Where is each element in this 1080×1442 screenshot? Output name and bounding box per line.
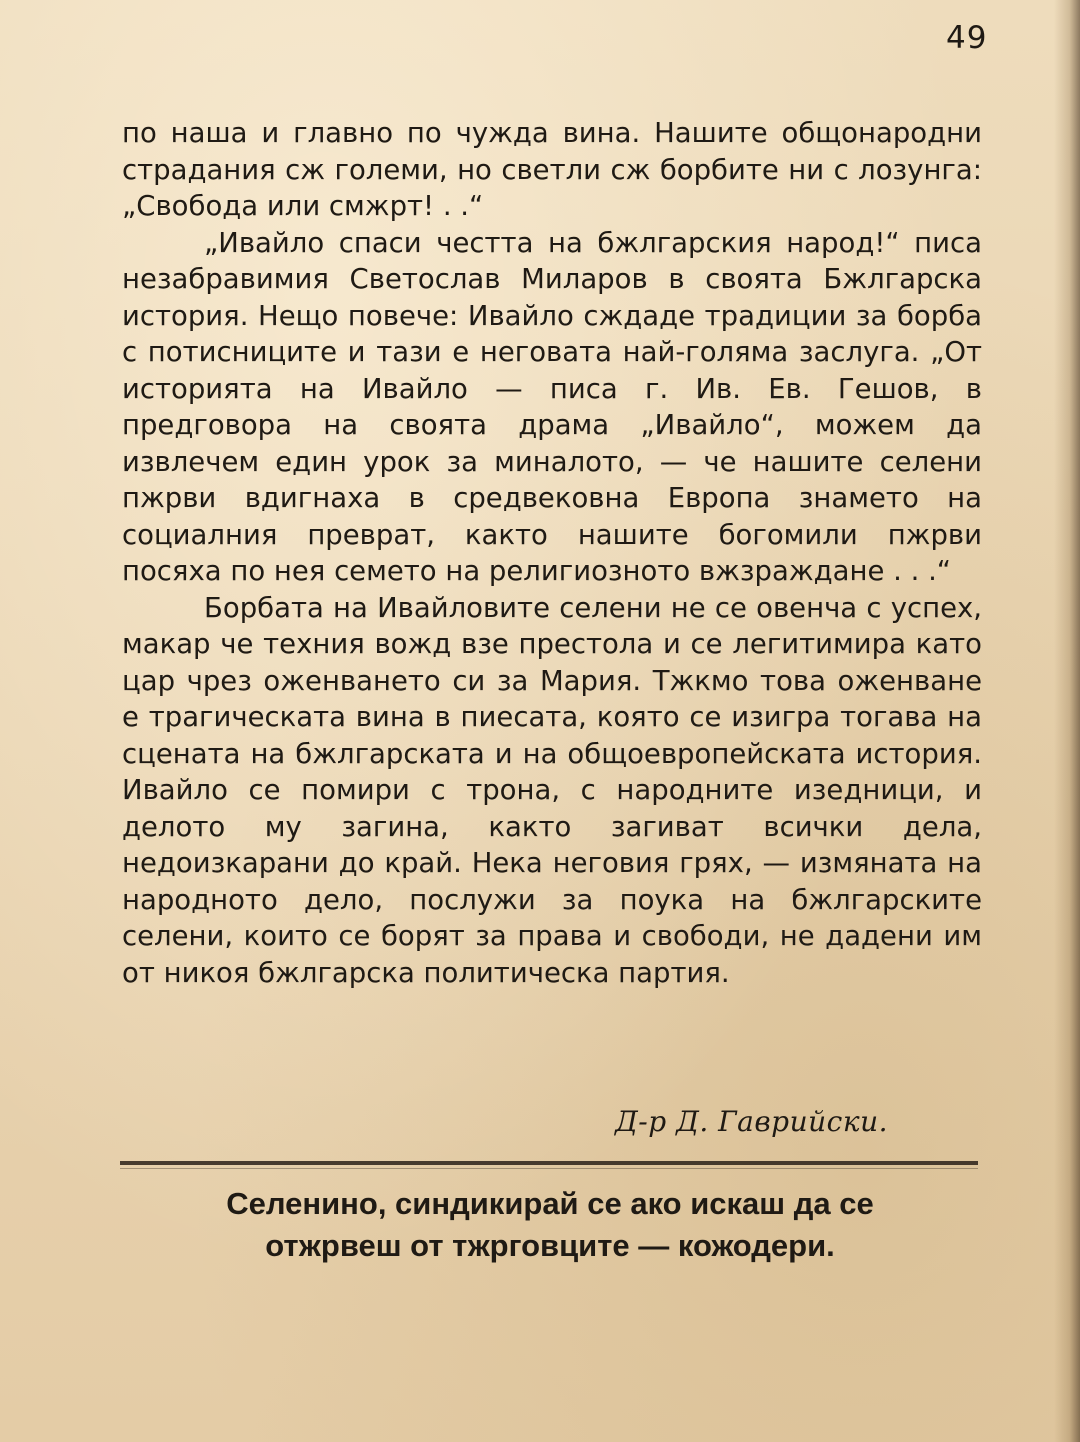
body-text — [122, 115, 982, 991]
author-signature: Д-р Д. Гаврийски. — [615, 1105, 888, 1138]
paragraph-3: Борбата на Ивайловите селени не се овенча с успех, макар че техния вожд взе престола и се легитимира като цар чрез оженването си за Мария. Тжкмо това оженване е трагическата вина в пиесата, която се изигра тогава на сцената на бжлгарската и на общоевропейската история. Ивайло се помири с трона, с народните изедници, и делото му загина, както загиват всички дела, недоизкарани до край. Нека неговия грях, — измяната на народното дело, послужи за поука на бжлгарските селени, които се борят за права и свободи, не дадени им от никоя бжлгарска политическа партия. — [122, 591, 982, 989]
paragraph-2: „Ивайло спаси честта на бжлгарския народ!“ писа незабравимия Светослав Миларов в своята Бжлгарска история. Нещо повече: Ивайло сждаде традиции за борба с потисниците и тази е неговата най-голяма заслуга. „От историята на Ивайло — писа г. Ив. Ев. Гешов, в предговора на своята драма „Ивайло“, можем да извлечем един урок за миналото, — че нашите селени пжрви вдигнаха в средвековна Европа знамето на социалния преврат, както нашите богомили пжрви посяха по нея семето на религиозното вжзраждане . . .“ — [122, 226, 982, 587]
page-number: 49 — [946, 20, 988, 56]
page-edge-shadow — [1054, 0, 1080, 1442]
slogan-line-2: отжрвеш от тжрговците — кожодери. — [265, 1228, 835, 1263]
slogan — [100, 1183, 1000, 1267]
paragraph-1: по наша и главно по чужда вина. Нашите общонародни страдания сж големи, но светли сж борбите ни с лозунга: „Свобода или смжрт! . .“ — [122, 117, 982, 222]
slogan-line-1: Селенино, синдикирай се ако искаш да се — [226, 1186, 874, 1221]
divider-rule-thin — [120, 1168, 978, 1169]
divider-rule — [120, 1161, 978, 1165]
